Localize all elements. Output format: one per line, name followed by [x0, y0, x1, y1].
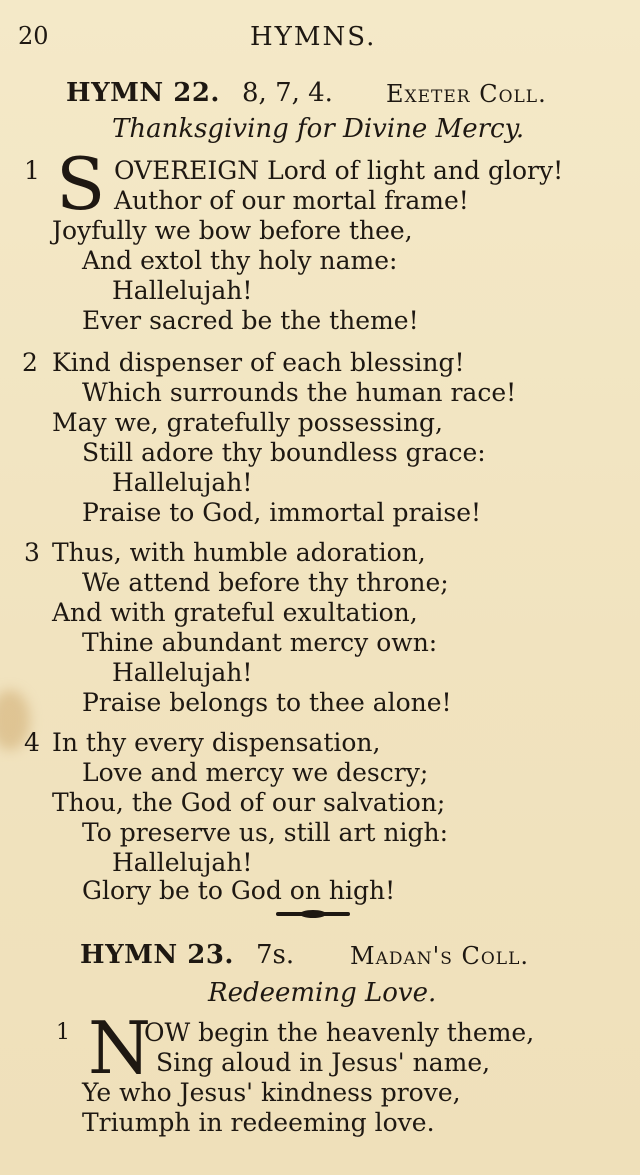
verse-line: And with grateful exultation,	[52, 598, 418, 627]
verse-line: Thou, the God of our salvation;	[52, 788, 446, 817]
page-number: 20	[18, 22, 49, 50]
verse-line: Praise belongs to thee alone!	[82, 688, 452, 717]
verse-number: 2	[22, 348, 38, 377]
verse-line: Sing aloud in Jesus' name,	[156, 1048, 491, 1077]
verse-number: 3	[24, 538, 40, 567]
verse-line: Joyfully we bow before thee,	[52, 216, 413, 245]
verse-line: Thine abundant mercy own:	[82, 628, 438, 657]
hymn-heading: HYMN 22.	[66, 78, 220, 108]
hymn-source: Exeter Coll.	[386, 80, 547, 108]
verse-line: Praise to God, immortal praise!	[82, 498, 482, 527]
verse-number: 1	[56, 1020, 70, 1045]
verse-line: Kind dispenser of each blessing!	[52, 348, 465, 377]
running-title: HYMNS.	[250, 22, 377, 52]
verse-line: Glory be to God on high!	[82, 876, 396, 905]
verse-line: Hallelujah!	[112, 848, 253, 877]
verse-line: Ye who Jesus' kindness prove,	[82, 1078, 461, 1107]
verse-line: Hallelujah!	[112, 276, 253, 305]
hymn-heading: HYMN 23.	[80, 940, 234, 970]
hymn-meter: 8, 7, 4.	[242, 78, 333, 108]
verse-line: In thy every dispensation,	[52, 728, 381, 757]
hymn-meter: 7s.	[256, 940, 295, 970]
drop-cap: N	[88, 1006, 151, 1090]
hymn-subtitle: Redeeming Love.	[208, 978, 437, 1008]
verse-line: Hallelujah!	[112, 658, 253, 687]
verse-number: 4	[24, 728, 40, 757]
verse-line: Author of our mortal frame!	[114, 186, 469, 215]
verse-line: Still adore thy boundless grace:	[82, 438, 486, 467]
verse-line: And extol thy holy name:	[82, 246, 398, 275]
verse-line: Thus, with humble adoration,	[52, 538, 426, 567]
drop-cap: S	[56, 142, 106, 226]
verse-line: Triumph in redeeming love.	[82, 1108, 435, 1137]
hymn-subtitle: Thanksgiving for Divine Mercy.	[112, 114, 525, 144]
verse-line: Hallelujah!	[112, 468, 253, 497]
verse-line: May we, gratefully possessing,	[52, 408, 443, 437]
verse-line: OW begin the heavenly theme,	[144, 1018, 535, 1047]
verse-line: We attend before thy throne;	[82, 568, 449, 597]
verse-line: Ever sacred be the theme!	[82, 306, 419, 335]
verse-line: To preserve us, still art nigh:	[82, 818, 449, 847]
verse-line: OVEREIGN Lord of light and glory!	[114, 156, 564, 185]
ornamental-rule	[276, 912, 350, 916]
verse-line: Love and mercy we descry;	[82, 758, 429, 787]
verse-line: Which surrounds the human race!	[82, 378, 517, 407]
hymn-source: Madan's Coll.	[350, 942, 530, 970]
verse-number: 1	[24, 156, 40, 185]
